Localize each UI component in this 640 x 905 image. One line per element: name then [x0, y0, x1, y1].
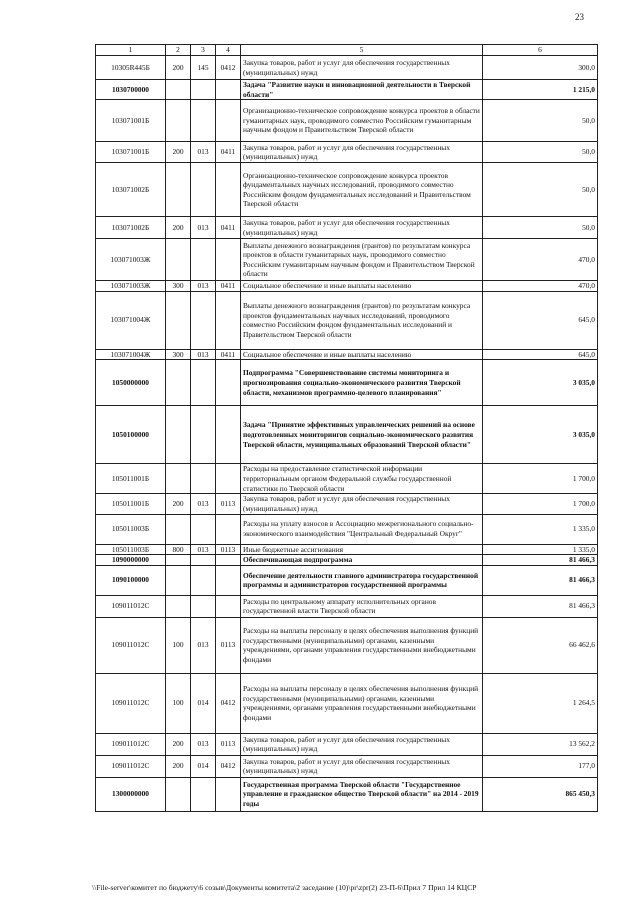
target-code-cell: 103071001Б: [96, 100, 166, 142]
table-row: [96, 565, 598, 595]
admin-code-cell: [191, 406, 216, 464]
description-cell: Расходы по центральному аппарату исполнительных органов государственной власти Тверской области: [241, 595, 483, 617]
admin-code-cell: [191, 291, 216, 349]
target-code-cell: 105011003Б: [96, 544, 166, 555]
amount-cell: 3 035,0: [483, 360, 598, 406]
target-code-cell: 109011012С: [96, 755, 166, 777]
admin-code-cell: [191, 100, 216, 142]
expense-type-cell: [166, 406, 191, 464]
description-cell: Задача "Развитие науки и инновационной деятельности в Тверской области": [241, 80, 483, 100]
description-cell: Расходы на выплаты персоналу в целях обеспечения выполнения функций государственными (муниципальными) органами, казенными учреждениями, органами управления государственными внебюджетными фондами: [241, 617, 483, 673]
section-code-cell: [216, 406, 241, 464]
target-code-cell: 1050100000: [96, 406, 166, 464]
admin-code-cell: [191, 595, 216, 617]
description-cell: Обеспечивающая подпрограмма: [241, 555, 483, 566]
table-row: [96, 80, 598, 100]
target-code-cell: 103071004Ж: [96, 291, 166, 349]
header-cell-4: 4: [216, 45, 241, 56]
table-row: [96, 56, 598, 80]
section-code-cell: [216, 291, 241, 349]
description-cell: Задача "Принятие эффективных управленческих решений на основе подготовленных мониторингов социально-экономического развития Тверской области, муниципальных образований Тверской области": [241, 406, 483, 464]
target-code-cell: 103071003Ж: [96, 239, 166, 281]
amount-cell: 470,0: [483, 281, 598, 292]
description-cell: Закупка товаров, работ и услуг для обеспечения государственных (муниципальных) нужд: [241, 494, 483, 514]
amount-cell: 177,0: [483, 755, 598, 777]
amount-cell: 645,0: [483, 349, 598, 360]
target-code-cell: 103071003Ж: [96, 281, 166, 292]
description-cell: Иные бюджетные ассигнования: [241, 544, 483, 555]
description-cell: Закупка товаров, работ и услуг для обеспечения государственных (муниципальных) нужд: [241, 217, 483, 239]
description-cell: Организационно-техническое сопровождение конкурса проектов в области гуманитарных наук, проводимого совместно Российским гуманитарным научным фондом и Правительством Тверской области: [241, 100, 483, 142]
admin-code-cell: 013: [191, 142, 216, 163]
amount-cell: 81 466,3: [483, 555, 598, 566]
expense-type-cell: 800: [166, 544, 191, 555]
amount-cell: 50,0: [483, 217, 598, 239]
page-number: 23: [575, 12, 584, 22]
target-code-cell: 105011003Б: [96, 514, 166, 544]
section-code-cell: [216, 555, 241, 566]
table-body: [96, 56, 598, 812]
section-code-cell: [216, 595, 241, 617]
section-code-cell: [216, 100, 241, 142]
admin-code-cell: [191, 514, 216, 544]
budget-table: [95, 44, 598, 812]
section-code-cell: 0412: [216, 56, 241, 80]
amount-cell: 81 466,3: [483, 565, 598, 595]
admin-code-cell: [191, 555, 216, 566]
section-code-cell: 0412: [216, 755, 241, 777]
table-row: [96, 733, 598, 755]
expense-type-cell: 300: [166, 281, 191, 292]
admin-code-cell: 013: [191, 349, 216, 360]
section-code-cell: [216, 360, 241, 406]
target-code-cell: 103071001Б: [96, 142, 166, 163]
expense-type-cell: 200: [166, 733, 191, 755]
table-row: [96, 291, 598, 349]
description-cell: Расходы на уплату взносов в Ассоциацию межрегионального социально-экономического взаимодействия "Центральный Федеральный Округ": [241, 514, 483, 544]
table-row: [96, 777, 598, 811]
table-row: [96, 360, 598, 406]
description-cell: Закупка товаров, работ и услуг для обеспечения государственных (муниципальных) нужд: [241, 142, 483, 163]
description-cell: Социальное обеспечение и иные выплаты населению: [241, 281, 483, 292]
section-code-cell: [216, 239, 241, 281]
target-code-cell: 109011012С: [96, 617, 166, 673]
description-cell: Расходы на предоставление статистической информации территориальным органом Федеральной службы государственной статистики по Тверской области: [241, 464, 483, 494]
description-cell: Закупка товаров, работ и услуг для обеспечения государственных (муниципальных) нужд: [241, 755, 483, 777]
table-row: [96, 544, 598, 555]
admin-code-cell: [191, 163, 216, 217]
table-row: [96, 239, 598, 281]
section-code-cell: 0113: [216, 494, 241, 514]
target-code-cell: 103071004Ж: [96, 349, 166, 360]
expense-type-cell: [166, 291, 191, 349]
expense-type-cell: [166, 464, 191, 494]
expense-type-cell: [166, 239, 191, 281]
table-row: [96, 142, 598, 163]
header-cell-6: 6: [483, 45, 598, 56]
amount-cell: 300,0: [483, 56, 598, 80]
expense-type-cell: [166, 555, 191, 566]
admin-code-cell: 013: [191, 544, 216, 555]
header-cell-2: 2: [166, 45, 191, 56]
expense-type-cell: [166, 595, 191, 617]
expense-type-cell: [166, 100, 191, 142]
table-row: [96, 555, 598, 566]
amount-cell: 50,0: [483, 163, 598, 217]
table-row: [96, 595, 598, 617]
target-code-cell: 105011001Б: [96, 464, 166, 494]
section-code-cell: 0113: [216, 544, 241, 555]
admin-code-cell: [191, 777, 216, 811]
amount-cell: 645,0: [483, 291, 598, 349]
description-cell: Выплаты денежного вознаграждения (грантов) по результатам конкурса проектов в области гуманитарных наук, проводимого совместно Российским гуманитарным научным фондом и Правительством Тверской области: [241, 239, 483, 281]
description-cell: Закупка товаров, работ и услуг для обеспечения государственных (муниципальных) нужд: [241, 56, 483, 80]
header-cell-3: 3: [191, 45, 216, 56]
section-code-cell: 0113: [216, 617, 241, 673]
description-cell: Государственная программа Тверской области "Государственное управление и гражданское общество Тверской области" на 2014 - 2019 годы: [241, 777, 483, 811]
admin-code-cell: [191, 464, 216, 494]
target-code-cell: 103071002Б: [96, 163, 166, 217]
section-code-cell: [216, 163, 241, 217]
amount-cell: 50,0: [483, 142, 598, 163]
amount-cell: 1 335,0: [483, 514, 598, 544]
section-code-cell: [216, 777, 241, 811]
amount-cell: 1 335,0: [483, 544, 598, 555]
table-row: [96, 281, 598, 292]
expense-type-cell: [166, 514, 191, 544]
target-code-cell: 103071002Б: [96, 217, 166, 239]
expense-type-cell: [166, 565, 191, 595]
target-code-cell: 1090000000: [96, 555, 166, 566]
admin-code-cell: [191, 565, 216, 595]
expense-type-cell: 200: [166, 494, 191, 514]
admin-code-cell: 145: [191, 56, 216, 80]
target-code-cell: 109011012С: [96, 595, 166, 617]
amount-cell: 3 035,0: [483, 406, 598, 464]
description-cell: Организационно-техническое сопровождение конкурса проектов фундаментальных научных исследований, проводимого совместно Российским фондом фундаментальных исследований и Правительством Тверской области: [241, 163, 483, 217]
section-code-cell: 0113: [216, 733, 241, 755]
target-code-cell: 1300000000: [96, 777, 166, 811]
section-code-cell: [216, 80, 241, 100]
expense-type-cell: 100: [166, 617, 191, 673]
admin-code-cell: 013: [191, 733, 216, 755]
expense-type-cell: 100: [166, 673, 191, 733]
amount-cell: 66 462,6: [483, 617, 598, 673]
description-cell: Выплаты денежного вознаграждения (грантов) по результатам конкурса проектов фундаментальных научных исследований, проводимого совместно Российским фондом фундаментальных исследований и Правительством Тверской области: [241, 291, 483, 349]
table-row: [96, 349, 598, 360]
expense-type-cell: [166, 163, 191, 217]
target-code-cell: 1050000000: [96, 360, 166, 406]
target-code-cell: 1090100000: [96, 565, 166, 595]
amount-cell: 470,0: [483, 239, 598, 281]
admin-code-cell: 014: [191, 673, 216, 733]
admin-code-cell: [191, 80, 216, 100]
section-code-cell: [216, 464, 241, 494]
table-row: [96, 673, 598, 733]
description-cell: Подпрограмма "Совершенствование системы мониторинга и прогнозирования социально-экономического развития Тверской области, механизмов программно-целевого планирования": [241, 360, 483, 406]
section-code-cell: 0412: [216, 673, 241, 733]
admin-code-cell: 013: [191, 617, 216, 673]
expense-type-cell: 200: [166, 217, 191, 239]
admin-code-cell: 013: [191, 281, 216, 292]
amount-cell: 13 562,2: [483, 733, 598, 755]
table-row: [96, 494, 598, 514]
file-path-footer: \\File-server\комитет по бюджету\6 созыв\Документы комитета\2 заседание (10)\pr\zpr(2) 23-П-6\Прил 7 Прил 14 КЦСР: [92, 883, 477, 892]
table-row: [96, 406, 598, 464]
amount-cell: 81 466,3: [483, 595, 598, 617]
section-code-cell: [216, 565, 241, 595]
description-cell: Социальное обеспечение и иные выплаты населению: [241, 349, 483, 360]
amount-cell: 865 450,3: [483, 777, 598, 811]
target-code-cell: 1030700000: [96, 80, 166, 100]
section-code-cell: 0411: [216, 142, 241, 163]
table-row: [96, 755, 598, 777]
admin-code-cell: [191, 239, 216, 281]
description-cell: Обеспечение деятельности главного администратора государственной программы и администраторов государственной программы: [241, 565, 483, 595]
table-row: [96, 100, 598, 142]
amount-cell: 50,0: [483, 100, 598, 142]
expense-type-cell: 200: [166, 56, 191, 80]
amount-cell: 1 215,0: [483, 80, 598, 100]
target-code-cell: 105011001Б: [96, 494, 166, 514]
section-code-cell: 0411: [216, 281, 241, 292]
target-code-cell: 109011012С: [96, 733, 166, 755]
expense-type-cell: [166, 80, 191, 100]
table-row: [96, 163, 598, 217]
table-header-row: [96, 45, 598, 56]
description-cell: Закупка товаров, работ и услуг для обеспечения государственных (муниципальных) нужд: [241, 733, 483, 755]
amount-cell: 1 700,0: [483, 494, 598, 514]
amount-cell: 1 264,5: [483, 673, 598, 733]
table-row: [96, 617, 598, 673]
admin-code-cell: 014: [191, 755, 216, 777]
table-row: [96, 464, 598, 494]
admin-code-cell: [191, 360, 216, 406]
table-row: [96, 514, 598, 544]
admin-code-cell: 013: [191, 217, 216, 239]
expense-type-cell: 200: [166, 755, 191, 777]
header-cell-5: 5: [241, 45, 483, 56]
section-code-cell: 0411: [216, 217, 241, 239]
expense-type-cell: 300: [166, 349, 191, 360]
expense-type-cell: [166, 777, 191, 811]
target-code-cell: 10305R445Б: [96, 56, 166, 80]
table-row: [96, 217, 598, 239]
amount-cell: 1 700,0: [483, 464, 598, 494]
expense-type-cell: 200: [166, 142, 191, 163]
section-code-cell: 0411: [216, 349, 241, 360]
header-cell-1: 1: [96, 45, 166, 56]
expense-type-cell: [166, 360, 191, 406]
section-code-cell: [216, 514, 241, 544]
admin-code-cell: 013: [191, 494, 216, 514]
target-code-cell: 109011012С: [96, 673, 166, 733]
description-cell: Расходы на выплаты персоналу в целях обеспечения выполнения функций государственными (муниципальными) органами, казенными учреждениями, органами управления государственными внебюджетными фондами: [241, 673, 483, 733]
